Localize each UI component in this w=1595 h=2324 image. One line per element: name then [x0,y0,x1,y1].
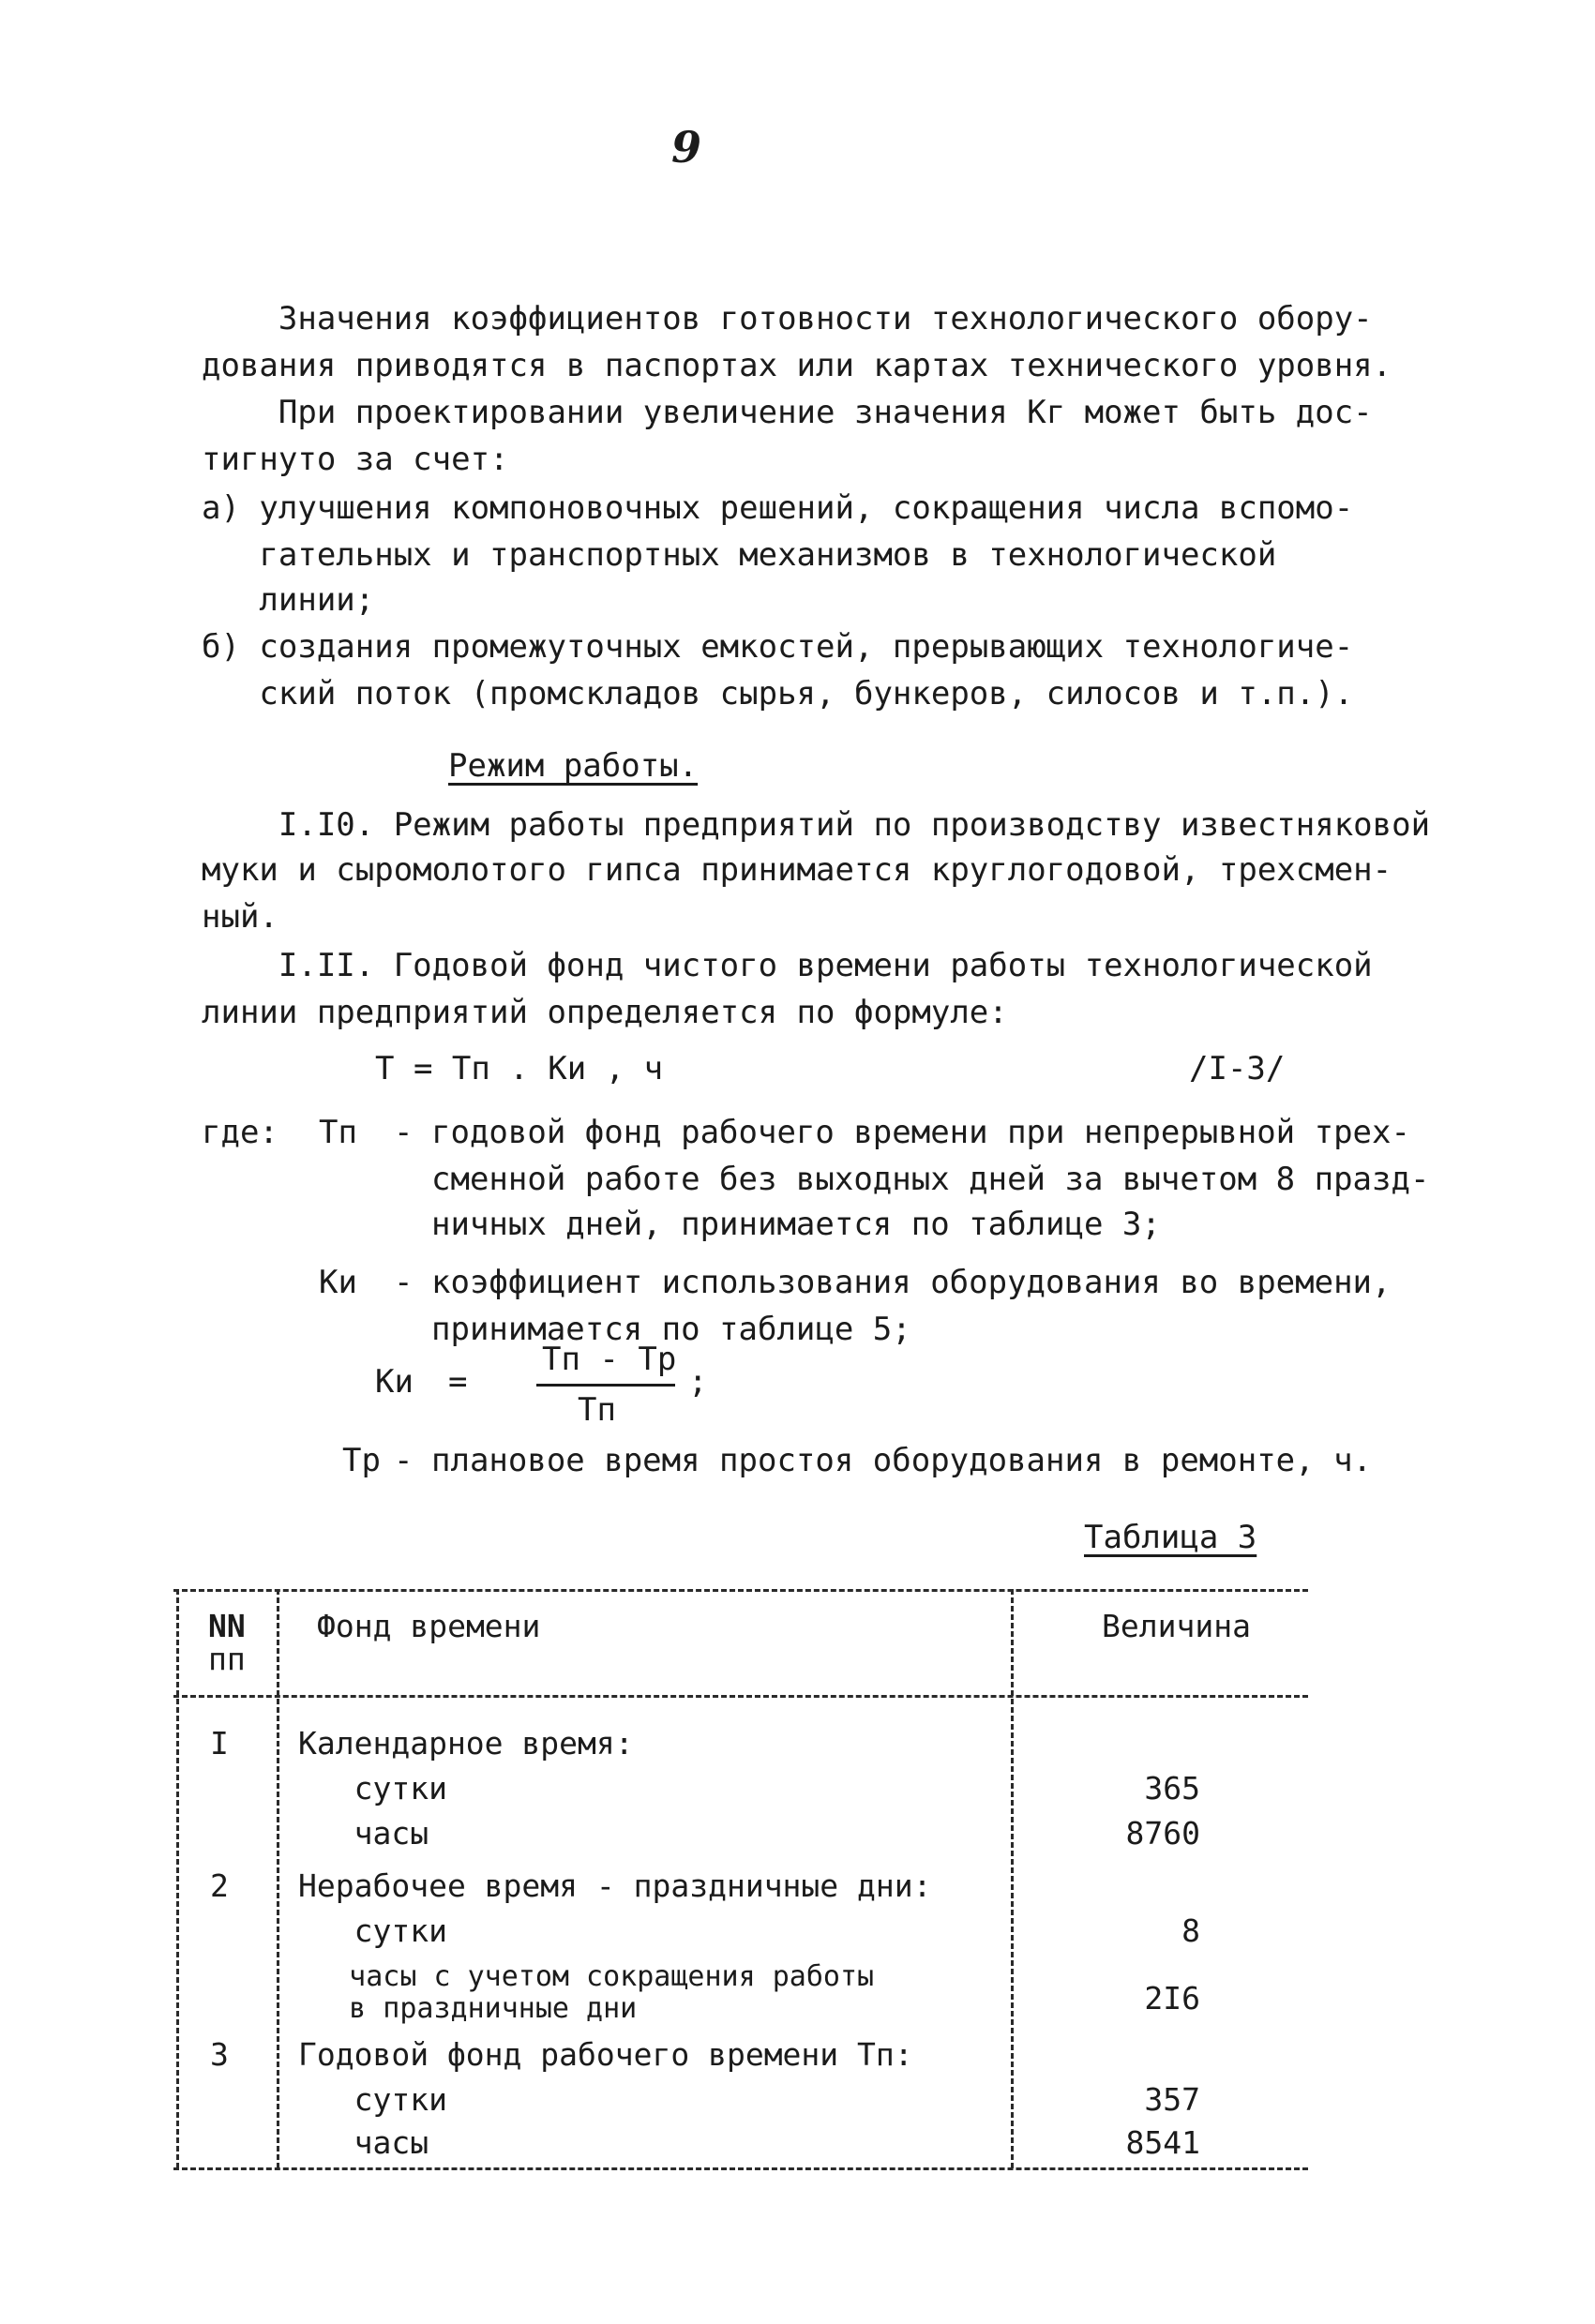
formula-number: /I-3/ [1189,1050,1286,1087]
section-title: Режим работы. [448,747,699,785]
ki-formula-tail: ; [688,1363,708,1401]
definition-dash: - [394,1442,414,1479]
row-number: I [210,1725,229,1762]
row-label: часы [298,1815,429,1852]
definition-line: ничных дней, принимается по таблице 3; [431,1206,1161,1243]
ki-formula-lhs: Ки [375,1363,414,1401]
table-caption: Таблица 3 [1084,1519,1257,1556]
table-border-left [176,1589,179,2168]
table-column-divider [1011,1589,1014,2168]
row-value: 8 [1181,1912,1200,1949]
clause-line: ный. [202,898,278,936]
ki-formula-denominator: Тп [578,1391,616,1429]
header-no-line2: пп [208,1641,246,1677]
definition-dash: - [394,1114,414,1151]
formula: Т = Тп . Ки , ч [375,1050,664,1087]
where-label: где: [202,1114,278,1151]
row-label: сутки [298,2081,447,2118]
list-item-line: линии; [202,581,375,619]
page-number: 9 [671,122,702,172]
clause-line: муки и сыромолотого гипса принимается круглогодовой, трехсмен- [202,851,1392,889]
paragraph-line: дования приводятся в паспортах или картах технического уровня. [202,347,1392,384]
definition-line: годовой фонд рабочего времени при непрерывной трех- [431,1114,1410,1151]
header-value: Величина [1102,1608,1251,1644]
row-value: 357 [1144,2081,1200,2118]
list-item-line: а) улучшения компоновочных решений, сокращения числа вспомо- [202,489,1354,527]
paragraph-line: При проектировании увеличение значения Кг может быть дос- [202,394,1373,431]
table-border-top [173,1589,1308,1592]
row-value: 365 [1144,1770,1200,1807]
row-label: Нерабочее время - праздничные дни: [298,1867,932,1904]
definition-line: принимается по таблице 5; [431,1311,911,1348]
row-value: 2I6 [1144,1980,1200,2017]
symbol-ki: Ки [319,1264,357,1301]
row-label: Годовой фонд рабочего времени Тп: [298,2036,913,2073]
paragraph-line: тигнуто за счет: [202,441,509,478]
list-item-line: ский поток (промскладов сырья, бункеров, силосов и т.п.). [202,675,1354,712]
clause-line: I.I0. Режим работы предприятий по производству известняковой [202,806,1431,844]
ki-formula-equals: = [448,1363,468,1401]
row-label: часы [298,2124,429,2161]
symbol-tp: Тп [319,1114,357,1151]
header-fund: Фонд времени [317,1608,541,1644]
row-label: сутки [298,1770,447,1807]
row-label: Календарное время: [298,1725,634,1762]
symbol-tr: Тр [342,1442,381,1479]
ki-formula-numerator: Тп - Тр [542,1341,677,1378]
paragraph-line: Значения коэффициентов готовности технологического обору- [202,300,1373,337]
row-value: 8541 [1125,2124,1200,2161]
definition-line: сменной работе без выходных дней за вычетом 8 празд- [431,1161,1430,1198]
row-number: 3 [210,2036,229,2073]
definition-dash: - [394,1264,414,1301]
header-no-line1: NN [208,1608,246,1644]
table-border-bottom [173,2167,1308,2170]
definition-line: плановое время простоя оборудования в ремонте, ч. [431,1442,1373,1479]
row-number: 2 [210,1867,229,1904]
table-header-divider [173,1695,1308,1698]
table-column-divider [277,1589,279,2168]
fraction-bar [536,1384,675,1387]
row-label: часы с учетом сокращения работы в праздничные дни [349,1960,875,2025]
clause-line: линии предприятий определяется по формуле: [202,994,1008,1031]
row-label: сутки [298,1912,447,1949]
list-item-line: гательных и транспортных механизмов в технологической [202,536,1277,574]
list-item-line: б) создания промежуточных емкостей, прерывающих технологиче- [202,628,1354,666]
definition-line: коэффициент использования оборудования во времени, [431,1264,1392,1301]
row-value: 8760 [1125,1815,1200,1852]
clause-line: I.II. Годовой фонд чистого времени работы технологической [202,947,1373,984]
